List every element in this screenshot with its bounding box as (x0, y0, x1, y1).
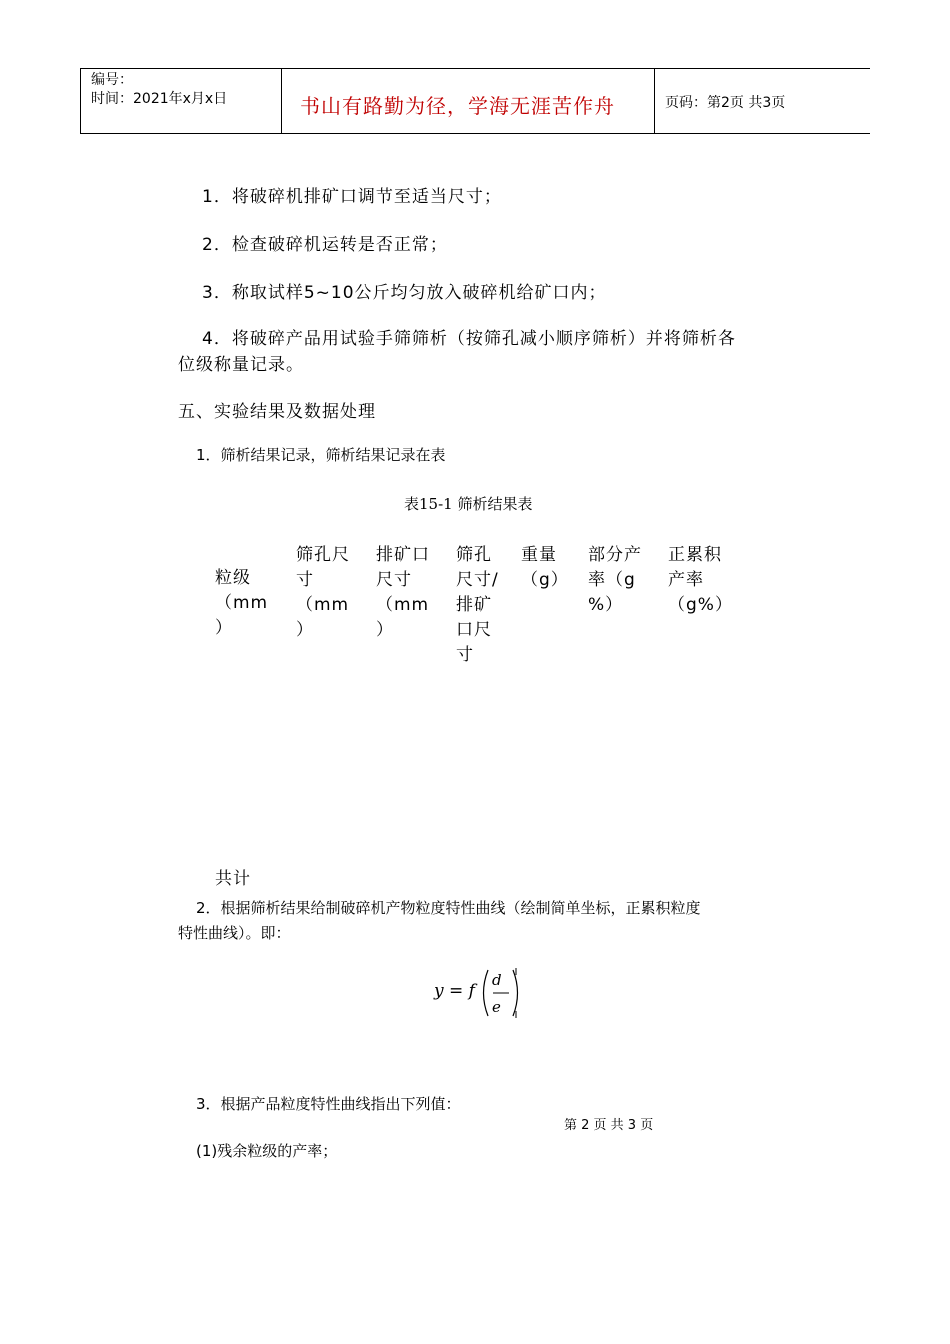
col-header-cumulative-yield: 正累积 产率 （g%） (668, 545, 733, 615)
table-caption: 表15-1 筛析结果表 (404, 495, 533, 513)
col-header-weight: 重量 （g） (521, 545, 569, 590)
formula (434, 966, 524, 1020)
header-left-cell (81, 69, 282, 133)
header-right-cell (655, 69, 870, 133)
step-1: 1．将破碎机排矿口调节至适当尺寸； (202, 187, 502, 207)
result-item-1: 1．筛析结果记录，筛析结果记录在表 (196, 446, 446, 464)
header-middle-cell (282, 69, 655, 133)
col-header-partial-yield: 部分产 率（g %） (588, 545, 642, 615)
number-label: 编号： (91, 72, 133, 88)
step-2: 2．检查破碎机运转是否正常； (202, 235, 448, 255)
page-footer: 第 2 页 共 3 页 (564, 1118, 654, 1133)
col-header-ratio: 筛孔 尺寸/ 排矿 口尺 寸 (456, 545, 499, 665)
result-item-2-line2: 特性曲线）。即： (178, 924, 291, 942)
sub-item-1: (1)残余粒级的产率； (196, 1142, 338, 1160)
step-4-line1: 4．将破碎产品用试验手筛筛析（按筛孔减小顺序筛析）并将筛析各 (202, 329, 736, 349)
col-header-discharge-size: 排矿口 尺寸 （mm ） (376, 545, 430, 640)
result-item-2-line1: 2．根据筛析结果给制破碎机产物粒度特性曲线（绘制简单坐标，正累积粒度 (196, 899, 701, 917)
formula-numerator: d (492, 971, 502, 989)
section-title: 五、实验结果及数据处理 (178, 402, 376, 422)
result-item-3: 3．根据产品粒度特性曲线指出下列值： (196, 1095, 461, 1113)
col-header-size-grade: 粒级 （mm ） (215, 568, 269, 638)
table-total-label: 共计 (215, 869, 251, 889)
formula-denominator: e (492, 998, 501, 1016)
motto: 书山有路勤为径，学海无涯苦作舟 (300, 94, 615, 118)
page-label: 页码：第2页 共3页 (665, 95, 786, 111)
step-3: 3．称取试样5~10公斤均匀放入破碎机给矿口内； (202, 283, 607, 303)
col-header-sieve-size: 筛孔尺 寸 （mm ） (296, 545, 350, 640)
header-table (80, 68, 870, 134)
time-label: 时间：2021年x月x日 (91, 91, 228, 107)
formula-lhs: y = f (434, 981, 475, 1001)
step-4-line2: 位级称量记录。 (178, 355, 304, 375)
